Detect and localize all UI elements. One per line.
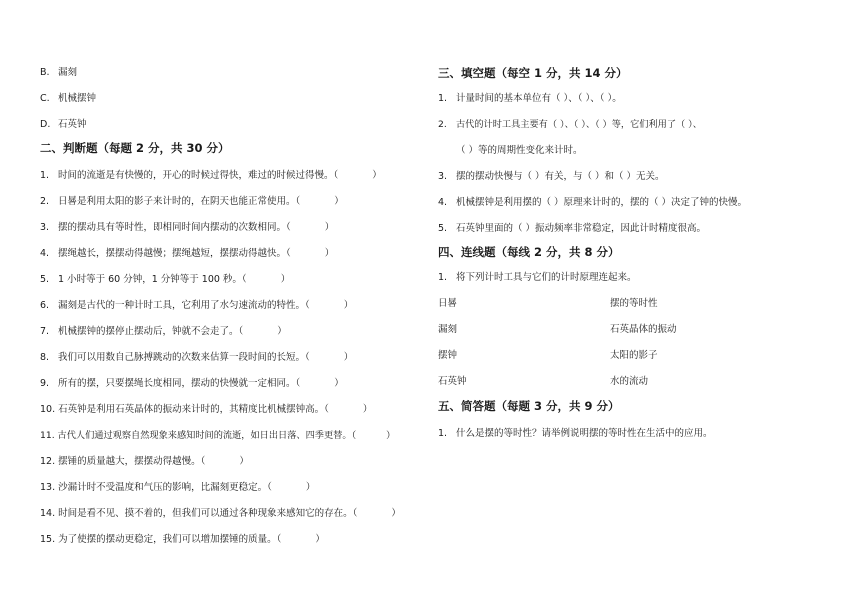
match-tool: 摆钟: [438, 350, 458, 361]
option-letter: B.: [40, 67, 50, 78]
item-text: 我们可以用数自己脉搏跳动的次数来估算一段时间的长短。（: [58, 352, 310, 363]
item-text: （ ）等的周期性变化来计时。: [456, 145, 583, 156]
item-text: 石英钟是利用石英晶体的振动来计时的，其精度比机械摆钟高。（: [58, 404, 329, 415]
judgment-item: [40, 351, 353, 364]
judgment-item: [40, 247, 334, 260]
match-row: [438, 323, 838, 336]
judgment-item: [40, 533, 325, 546]
item-number: 14.: [40, 508, 56, 519]
item-text: 古代人们通过观察自然现象来感知时间的流逝，如日出日落、四季更替。（: [57, 430, 357, 441]
item-text: 所有的摆，只要摆绳长度相同，摆动的快慢就一定相同。（: [58, 378, 301, 389]
answer-bracket: ）: [334, 196, 344, 207]
answer-bracket: ）: [315, 534, 325, 545]
section-title-short-answer: 五、简答题（每题 3 分，共 9 分）: [438, 399, 620, 413]
section-title-judgment: 二、判断题（每题 2 分，共 30 分）: [40, 141, 230, 155]
judgment-item: [40, 507, 401, 520]
item-number: 3.: [40, 222, 50, 233]
answer-bracket: ）: [334, 378, 344, 389]
judgment-item: [40, 455, 249, 468]
item-text: 机械摆钟的摆停止摆动后，钟就不会走了。（: [58, 326, 244, 337]
item-text: 为了使摆的摆动更稳定，我们可以增加摆锤的质量。（: [58, 534, 282, 545]
item-text: 将下列计时工具与它们的计时原理连起来。: [456, 272, 637, 283]
item-text: 机械摆钟是利用摆的（ ）原理来计时的，摆的（ ）决定了钟的快慢。: [456, 197, 748, 208]
item-number: 10.: [40, 404, 56, 415]
match-principle: 石英晶体的振动: [610, 324, 677, 335]
judgment-item: [40, 299, 353, 312]
judgment-item: [40, 481, 315, 494]
item-number: 1.: [438, 428, 448, 439]
item-text: 漏刻是古代的一种计时工具，它利用了水匀速流动的特性。（: [58, 300, 310, 311]
answer-bracket: ）: [372, 170, 382, 181]
item-number: 1.: [40, 170, 50, 181]
item-text: 摆锤的质量越大，摆摆动得越慢。（: [58, 456, 206, 467]
item-number: 3.: [438, 171, 448, 182]
option-d: [40, 118, 87, 131]
match-instruction: [438, 271, 637, 284]
answer-bracket: ）: [280, 274, 291, 285]
item-text: 1 小时等于 60 分钟，1 分钟等于 100 秒。（: [58, 274, 247, 285]
option-text: 漏刻: [58, 67, 78, 78]
judgment-item: [40, 403, 372, 416]
fill-item: [438, 222, 706, 235]
answer-bracket: ）: [362, 404, 373, 415]
item-number: 4.: [40, 248, 50, 259]
answer-bracket: ）: [343, 352, 354, 363]
item-number: 4.: [438, 197, 448, 208]
item-text: 摆的摆动快慢与（ ）有关，与（ ）和（ ）无关。: [456, 171, 665, 182]
item-text: 石英钟里面的（ ）振动频率非常稳定，因此计时精度很高。: [456, 223, 707, 234]
item-text: 计量时间的基本单位有（ ）、（ ）、（ ）。: [456, 93, 622, 104]
item-number: 7.: [40, 326, 50, 337]
item-text: 摆的摆动具有等时性，即相同时间内摆动的次数相同。（: [58, 222, 291, 233]
match-row: [438, 375, 838, 388]
fill-item: [438, 92, 622, 105]
short-answer-item: [438, 427, 713, 440]
item-number: 15.: [40, 534, 56, 545]
fill-item: [438, 196, 747, 209]
item-text: 沙漏计时不受温度和气压的影响，比漏刻更稳定。（: [58, 482, 272, 493]
item-number: 2.: [40, 196, 50, 207]
item-text: 时间的流逝是有快慢的，开心的时候过得快，难过的时候过得慢。（: [58, 170, 339, 181]
item-number: 5.: [438, 223, 448, 234]
item-number: 1.: [438, 93, 448, 104]
item-text: 什么是摆的等时性？请举例说明摆的等时性在生活中的应用。: [456, 428, 713, 439]
match-tool: 日晷: [438, 298, 458, 309]
item-text: 时间是看不见、摸不着的，但我们可以通过各种现象来感知它的存在。（: [58, 508, 358, 519]
judgment-item: [40, 169, 382, 182]
item-number: 13.: [40, 482, 56, 493]
answer-bracket: ）: [386, 430, 396, 441]
judgment-item: [40, 195, 344, 208]
item-number: 9.: [40, 378, 50, 389]
item-text: 日晷是利用太阳的影子来计时的，在阴天也能正常使用。（: [58, 196, 301, 207]
option-text: 石英钟: [58, 119, 87, 130]
judgment-item: [40, 377, 344, 390]
match-principle: 摆的等时性: [610, 298, 658, 309]
answer-bracket: ）: [324, 248, 335, 259]
item-number: 12.: [40, 456, 56, 467]
answer-bracket: ）: [305, 482, 316, 493]
section-title-fill: 三、填空题（每空 1 分，共 14 分）: [438, 66, 628, 80]
judgment-item: [40, 429, 395, 442]
option-b: [40, 66, 77, 79]
judgment-item: [40, 325, 287, 338]
answer-bracket: ）: [343, 300, 354, 311]
item-number: 5.: [40, 274, 50, 285]
match-row: [438, 297, 838, 310]
match-row: [438, 349, 838, 362]
item-number: 2.: [438, 119, 447, 130]
option-c: [40, 92, 96, 105]
item-number: 11.: [40, 430, 55, 441]
option-letter: C.: [40, 93, 50, 104]
section-title-match: 四、连线题（每线 2 分，共 8 分）: [438, 245, 620, 259]
answer-bracket: ）: [391, 508, 401, 519]
item-number: 6.: [40, 300, 50, 311]
fill-item: [438, 170, 665, 183]
judgment-item: [40, 221, 334, 234]
item-number: 8.: [40, 352, 50, 363]
match-tool: 漏刻: [438, 324, 458, 335]
answer-bracket: ）: [239, 456, 249, 467]
match-principle: 水的流动: [610, 376, 649, 387]
fill-item: [438, 118, 702, 131]
match-principle: 太阳的影子: [610, 350, 658, 361]
fill-item-continued: [438, 144, 583, 157]
answer-bracket: ）: [324, 222, 335, 233]
option-text: 机械摆钟: [58, 93, 97, 104]
answer-bracket: ）: [277, 326, 287, 337]
item-text: 摆绳越长，摆摆动得越慢；摆绳越短，摆摆动得越快。（: [58, 248, 291, 259]
match-tool: 石英钟: [438, 376, 467, 387]
option-letter: D.: [40, 119, 51, 130]
item-number: 1.: [438, 272, 448, 283]
item-text: 古代的计时工具主要有（ ）、（ ）、（ ）等，它们利用了（ ）、: [456, 119, 702, 130]
judgment-item: [40, 273, 290, 286]
